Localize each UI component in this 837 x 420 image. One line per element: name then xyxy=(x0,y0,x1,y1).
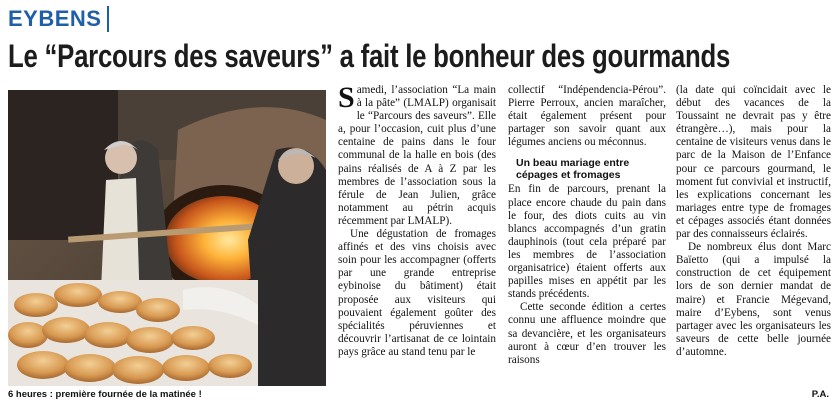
drop-cap: S xyxy=(338,81,355,114)
paragraph xyxy=(338,81,496,228)
paragraph: Cette seconde édition a certes connu une affluence moindre que sa devancière, et les organisateurs auront à cœur d’en trouver les raisons xyxy=(508,301,666,366)
paragraph: En fin de parcours, prenant la place encore chaude du pain dans le four, des diots cuits au vin blancs accompagnés d’un gratin dauphinois (tout cela préparé par les membres de l’association organisatrice) étaient offerts aux papilles mises en appétit par les stands précédents. xyxy=(508,183,666,301)
article-headline: Le “Parcours des saveurs” a fait le bonheur des gourmands xyxy=(8,38,731,74)
article-column-3 xyxy=(676,84,831,359)
section-kicker xyxy=(8,4,109,34)
article-photo xyxy=(8,90,326,386)
article-subheading: Un beau mariage entre cépages et fromages xyxy=(516,157,630,182)
author-signature: P.A. xyxy=(811,389,829,400)
paragraph-text: amedi, l’association “La main à la pâte” (LMALP) organisait le “Parcours des saveurs”. Elle a, pour l’occasion, cuit plus d’une centaine de pains dans le four communal de la halle en bois (des pains réalisés de A à Z par les membres de l’association sous la férule de Jean Julien, grâce notamment au pétrin acquis récemment par LMALP). xyxy=(338,84,496,227)
paragraph: Une dégustation de fromages affinés et des vins choisis avec soin pour les accompagner (offerts par une grande entreprise eybinoise du bâtiment) était proposée aux visiteurs qui pouvaient également goûter des spécialités péruviennes et découvrir l’artisanat de ce lointain pays grâce au stand tenu par le xyxy=(338,228,496,358)
paragraph: collectif “Indépendencia-Pérou”. Pierre Perroux, ancien maraîcher, était également présent pour partager son savoir quant aux légumes anciens ou méconnus. xyxy=(508,84,666,149)
kicker-label: EYBENS xyxy=(8,6,102,31)
paragraph: De nombreux élus dont Marc Baïetto (qui a impulsé la construction de cet équipement lors de son dernier mandat de maire) et Francie Mégevand, maire d’Eybens, sont venus partager avec les organisateurs les saveurs de cette belle journée d’automne. xyxy=(676,241,831,358)
article-column-1 xyxy=(338,81,496,359)
paragraph: (la date qui coïncidait avec le début des vacances de la Toussaint ne devrait pas y être étrangère…), mais pour la centaine de visiteurs venus dans le parc de la Maison de l’Enfance pour ce parcours gourmand, le moment fut convivial et instructif, les explications concernant les mariages entre type de fromages et cépages associés étant données par des connaisseurs éclairés. xyxy=(676,84,831,241)
photo-caption: 6 heures : première fournée de la matinée ! xyxy=(8,389,202,400)
article-column-2 xyxy=(508,84,666,367)
kicker-divider xyxy=(107,6,109,32)
